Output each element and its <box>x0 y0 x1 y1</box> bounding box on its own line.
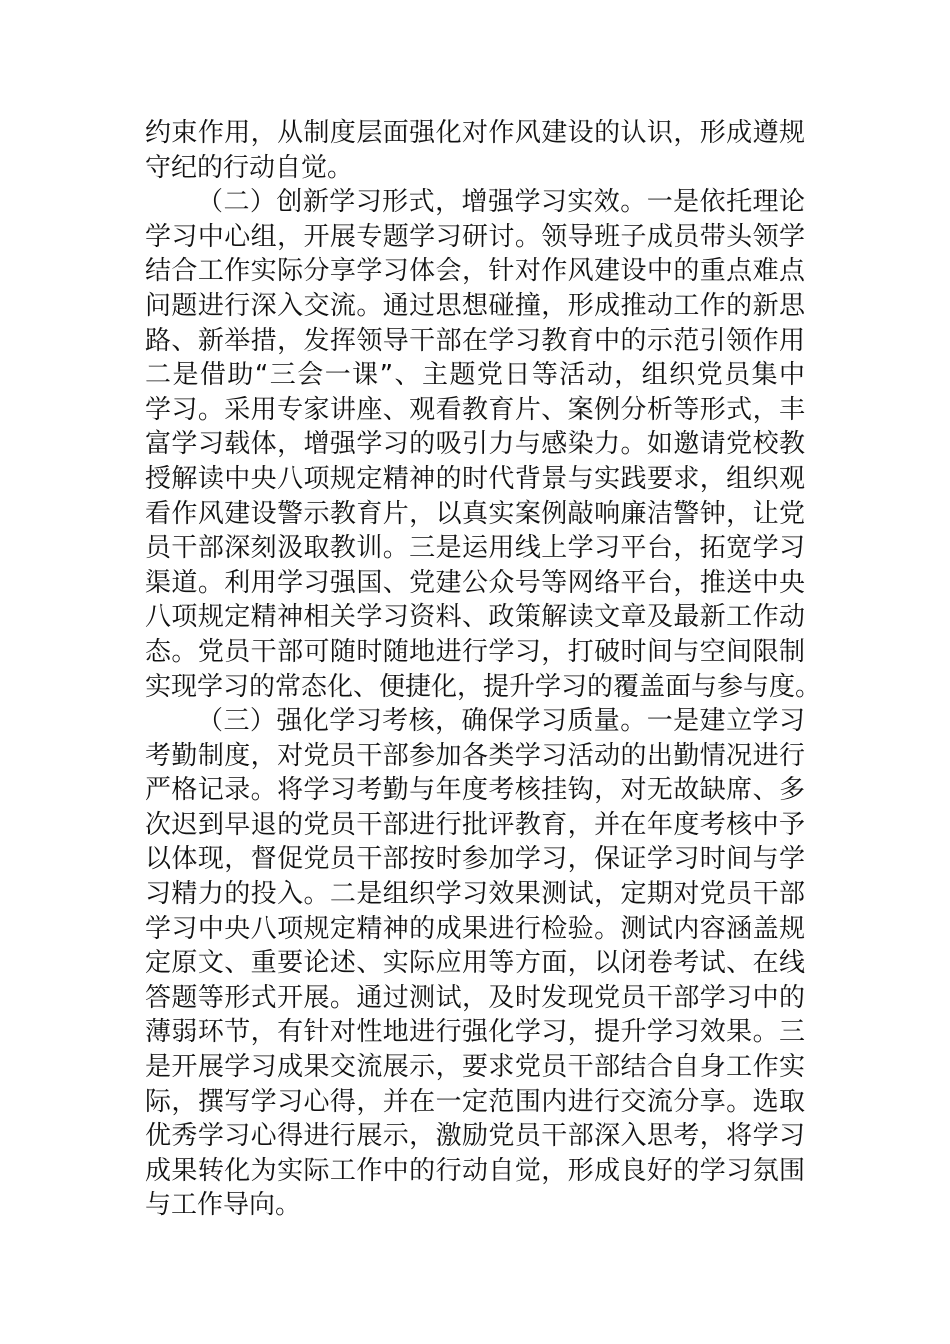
section-heading-line: （三）强化学习考核，确保学习质量。一是建立学习 <box>197 706 805 737</box>
text-line: 看作风建设警示教育片，以真实案例敲响廉洁警钟，让党 <box>145 498 805 529</box>
text-line: 考勤制度，对党员干部参加各类学习活动的出勤情况进行 <box>145 740 805 771</box>
text-line: 答题等形式开展。通过测试，及时发现党员干部学习中的 <box>145 982 805 1013</box>
body-text <box>145 116 822 1223</box>
text-line: 渠道。利用学习强国、党建公众号等网络平台，推送中央 <box>145 567 805 598</box>
text-line: 路、新举措，发挥领导干部在学习教育中的示范引领作用 <box>145 325 805 356</box>
text-line: 学习中央八项规定精神的成果进行检验。测试内容涵盖规 <box>145 913 805 944</box>
text-line: 学习中心组，开展专题学习研讨。领导班子成员带头领学 <box>145 221 805 252</box>
text-line: 态。党员干部可随时随地进行学习，打破时间与空间限制 <box>145 636 805 667</box>
text-line: 结合工作实际分享学习体会，针对作风建设中的重点难点 <box>145 256 805 287</box>
text-line: 实现学习的常态化、便捷化，提升学习的覆盖面与参与度。 <box>145 671 822 702</box>
text-line: 定原文、重要论述、实际应用等方面，以闭卷考试、在线 <box>145 948 805 979</box>
text-line: 约束作用，从制度层面强化对作风建设的认识，形成遵规 <box>145 118 805 148</box>
text-line: 际，撰写学习心得，并在一定范围内进行交流分享。选取 <box>145 1086 805 1117</box>
text-line: 薄弱环节，有针对性地进行强化学习，提升学习效果。三 <box>145 1017 805 1048</box>
text-line: 习精力的投入。二是组织学习效果测试，定期对党员干部 <box>145 879 805 910</box>
text-line: 成果转化为实际工作中的行动自觉，形成良好的学习氛围 <box>145 1155 805 1186</box>
section-heading-line: （二）创新学习形式，增强学习实效。一是依托理论 <box>197 187 805 218</box>
text-line: 是开展学习成果交流展示，要求党员干部结合自身工作实 <box>145 1052 805 1083</box>
text-line: 问题进行深入交流。通过思想碰撞，形成推动工作的新思 <box>145 290 805 321</box>
text-line: 优秀学习心得进行展示，激励党员干部深入思考，将学习 <box>145 1121 805 1152</box>
text-line: 学习。采用专家讲座、观看教育片、案例分析等形式，丰 <box>145 394 805 425</box>
text-line: 八项规定精神相关学习资料、政策解读文章及最新工作动 <box>145 602 805 633</box>
text-line: 守纪的行动自觉。 <box>145 152 354 183</box>
text-line: 次迟到早退的党员干部进行批评教育，并在年度考核中予 <box>145 809 805 840</box>
text-line: 以体现，督促党员干部按时参加学习，保证学习时间与学 <box>145 844 805 875</box>
text-line: 授解读中央八项规定精神的时代背景与实践要求，组织观 <box>145 463 805 494</box>
text-line: 富学习载体，增强学习的吸引力与感染力。如邀请党校教 <box>145 429 805 460</box>
text-line: 二是借助“三会一课”、主题党日等活动，组织党员集中 <box>145 360 805 391</box>
text-line: 严格记录。将学习考勤与年度考核挂钩，对无故缺席、多 <box>145 775 805 806</box>
text-line: 员干部深刻汲取教训。三是运用线上学习平台，拓宽学习 <box>145 533 805 564</box>
text-line: 与工作导向。 <box>145 1190 302 1221</box>
